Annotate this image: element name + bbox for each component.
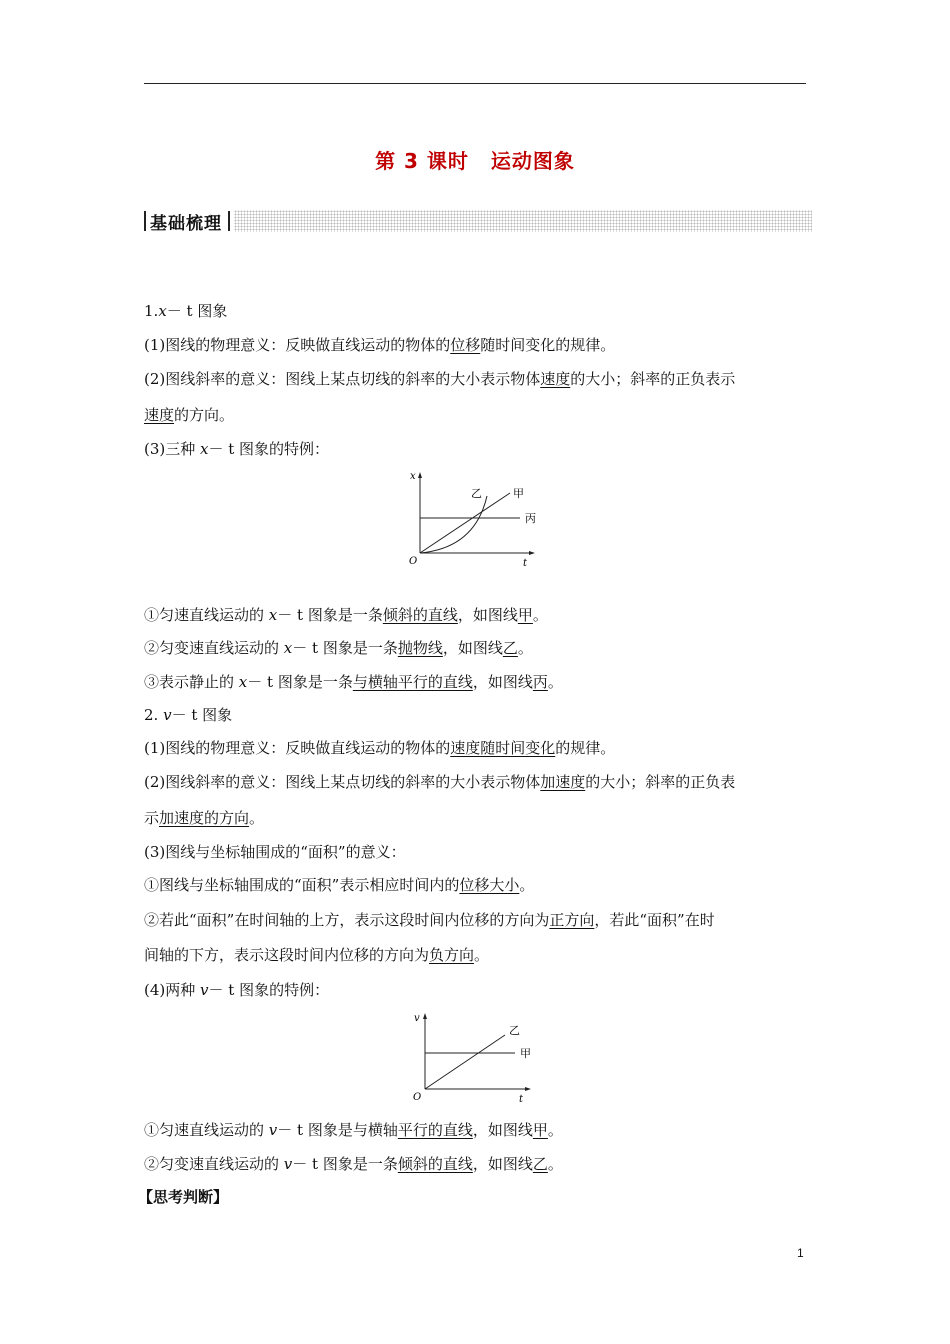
section-bar-left — [144, 211, 146, 231]
s2-p1: (1)图线的物理意义：反映做直线运动的物体的速度随时间变化的规律。 — [144, 739, 616, 757]
s1-p3: (3)三种 x－ t 图象的特例： — [144, 440, 330, 458]
header-rule — [144, 83, 806, 84]
s2-area2: ②若此“面积”在时间轴的上方，表示这段时间内位移的方向为正方向，若此“面积”在时 — [144, 911, 715, 929]
xt-x-arrow — [529, 551, 535, 555]
s2-p4: (4)两种 v－ t 图象的特例： — [144, 981, 330, 999]
title-lesson: 第 3 课时 — [375, 149, 469, 173]
page-title — [0, 145, 950, 174]
s2-heading: 2. v－ t 图象 — [144, 706, 233, 724]
s1-case2: ②匀变速直线运动的 x－ t 图象是一条抛物线，如图线乙。 — [144, 639, 533, 657]
xt-label-bing: 丙 — [525, 512, 536, 525]
xt-label-yi: 乙 — [471, 487, 482, 500]
xt-curve-yi — [420, 496, 487, 553]
vt-y-arrow — [423, 1013, 427, 1019]
think-heading: 【思考判断】 — [138, 1188, 229, 1206]
vt-label-yi: 乙 — [509, 1024, 520, 1037]
xt-ylabel: x — [410, 471, 416, 482]
vt-origin: O — [413, 1092, 422, 1103]
xt-origin: O — [409, 556, 418, 567]
section-label: 基础梳理 — [150, 214, 222, 234]
vt-figure — [405, 1008, 545, 1106]
vt-xlabel: t — [519, 1094, 524, 1105]
page-number: 1 — [797, 1246, 804, 1260]
xt-label-jia: 甲 — [513, 487, 524, 500]
s2-p3: (3)图线与坐标轴围成的“面积”的意义： — [144, 843, 406, 861]
title-topic: 运动图象 — [490, 149, 575, 173]
vt-line-yi — [425, 1035, 505, 1089]
vt-label-jia: 甲 — [520, 1047, 531, 1060]
xt-line-jia — [420, 493, 510, 553]
s1-p2-cont: 速度的方向。 — [144, 406, 235, 424]
s2-p2-cont: 示加速度的方向。 — [144, 809, 265, 827]
section-bar-right — [228, 211, 230, 231]
s1-heading: 1.x－ t 图象 — [144, 302, 228, 320]
section-dotted-band — [234, 210, 812, 232]
s1-p1: (1)图线的物理意义：反映做直线运动的物体的位移随时间变化的规律。 — [144, 336, 616, 354]
s2-case1: ①匀速直线运动的 v－ t 图象是与横轴平行的直线，如图线甲。 — [144, 1121, 563, 1139]
s2-p2: (2)图线斜率的意义：图线上某点切线的斜率的大小表示物体加速度的大小；斜率的正负表 — [144, 773, 736, 791]
xt-y-arrow — [418, 472, 422, 478]
vt-ylabel: v — [414, 1013, 420, 1024]
vt-x-arrow — [525, 1087, 531, 1091]
xt-figure — [405, 468, 545, 572]
section-header — [144, 208, 812, 234]
s2-case2: ②匀变速直线运动的 v－ t 图象是一条倾斜的直线，如图线乙。 — [144, 1155, 563, 1173]
s1-case3: ③表示静止的 x－ t 图象是一条与横轴平行的直线，如图线丙。 — [144, 673, 563, 691]
s1-p2: (2)图线斜率的意义：图线上某点切线的斜率的大小表示物体速度的大小；斜率的正负表示 — [144, 370, 736, 388]
s2-area2-cont: 间轴的下方，表示这段时间内位移的方向为负方向。 — [144, 946, 490, 964]
s1-case1: ①匀速直线运动的 x－ t 图象是一条倾斜的直线，如图线甲。 — [144, 606, 548, 624]
xt-xlabel: t — [523, 558, 528, 569]
s2-area1: ①图线与坐标轴围成的“面积”表示相应时间内的位移大小。 — [144, 876, 535, 894]
